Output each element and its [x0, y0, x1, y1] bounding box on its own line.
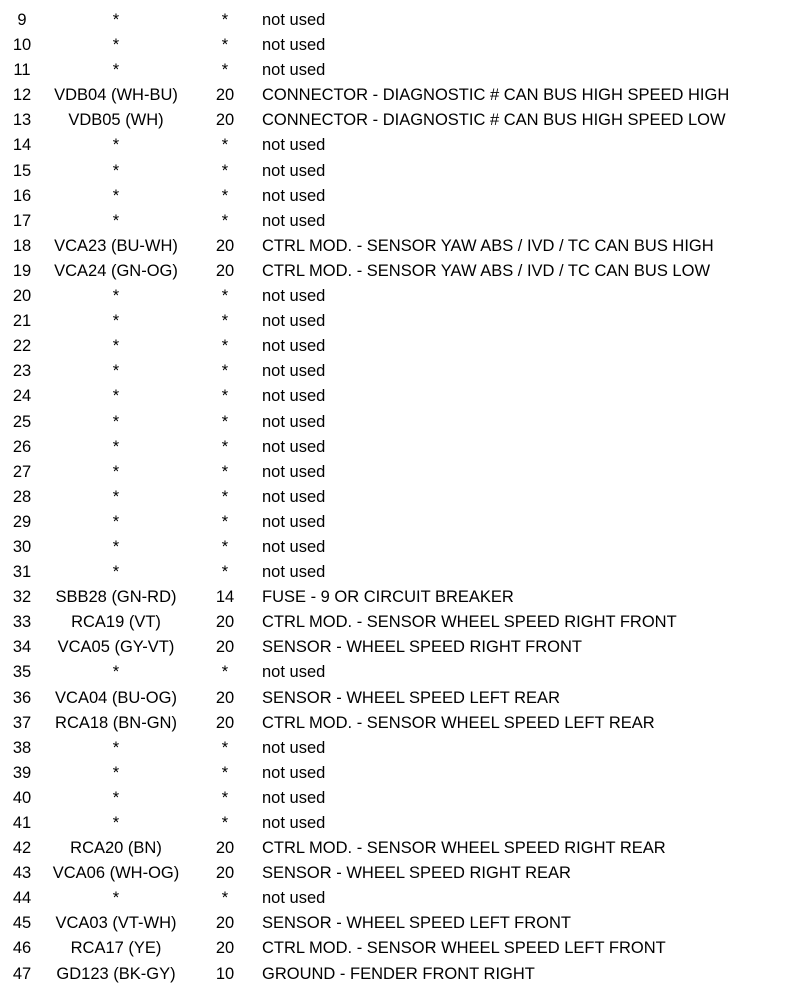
- circuit-code: RCA19 (VT): [71, 613, 161, 632]
- table-row: [0, 811, 794, 836]
- table-row: [0, 635, 794, 660]
- wire-gauge: 20: [215, 839, 235, 858]
- circuit-code: SBB28 (GN-RD): [55, 588, 177, 607]
- table-row: [0, 209, 794, 234]
- pin-number: 22: [12, 337, 32, 356]
- circuit-function: CTRL MOD. - SENSOR YAW ABS / IVD / TC CAN BUS HIGH: [262, 236, 714, 255]
- pin-number: 31: [12, 563, 32, 582]
- wire-gauge: *: [221, 487, 229, 506]
- pin-number: 26: [12, 437, 32, 456]
- circuit-function: CTRL MOD. - SENSOR WHEEL SPEED RIGHT REAR: [262, 839, 666, 858]
- wire-gauge: 14: [215, 588, 235, 607]
- wire-gauge: 20: [215, 613, 235, 632]
- table-row: [0, 585, 794, 610]
- wire-gauge: *: [221, 462, 229, 481]
- circuit-function: GROUND - FENDER FRONT RIGHT: [262, 964, 535, 983]
- pin-number: 9: [17, 11, 27, 29]
- pin-number: 32: [12, 588, 32, 607]
- circuit-code: VCA23 (BU-WH): [54, 236, 178, 255]
- table-row: [0, 485, 794, 510]
- circuit-code: *: [112, 387, 120, 406]
- circuit-function: not used: [262, 161, 326, 180]
- circuit-function: CTRL MOD. - SENSOR WHEEL SPEED RIGHT FRONT: [262, 613, 677, 632]
- table-row: [0, 711, 794, 736]
- wire-gauge: *: [221, 814, 229, 832]
- table-row: [0, 133, 794, 158]
- circuit-function: CONNECTOR - DIAGNOSTIC # CAN BUS HIGH SPEED HIGH: [262, 86, 730, 105]
- wire-gauge: 20: [215, 939, 235, 958]
- wire-gauge: 20: [215, 86, 235, 105]
- wire-gauge: *: [221, 788, 229, 807]
- wire-gauge: *: [221, 186, 229, 205]
- circuit-code: VCA24 (GN-OG): [54, 261, 178, 280]
- table-row: [0, 410, 794, 435]
- circuit-code: *: [112, 462, 120, 481]
- pin-number: 20: [12, 287, 32, 306]
- wire-gauge: *: [221, 437, 229, 456]
- circuit-code: *: [112, 337, 120, 356]
- circuit-code: RCA20 (BN): [70, 839, 162, 858]
- wire-gauge: *: [221, 563, 229, 582]
- wire-gauge: *: [221, 312, 229, 331]
- pin-number: 38: [12, 738, 32, 757]
- circuit-function: not used: [262, 788, 326, 807]
- pin-number: 12: [12, 86, 32, 105]
- circuit-function: not used: [262, 211, 326, 230]
- table-row: [0, 610, 794, 635]
- circuit-function: not used: [262, 11, 326, 29]
- pin-number: 40: [12, 788, 32, 807]
- table-row: [0, 33, 794, 58]
- circuit-function: CONNECTOR - DIAGNOSTIC # CAN BUS HIGH SPEED LOW: [262, 111, 726, 130]
- table-row: [0, 560, 794, 585]
- circuit-code: RCA17 (YE): [70, 939, 162, 958]
- table-row: [0, 234, 794, 259]
- circuit-function: not used: [262, 36, 326, 55]
- pin-number: 43: [12, 864, 32, 883]
- pin-number: 10: [12, 36, 32, 55]
- wire-gauge: 20: [215, 261, 235, 280]
- pin-number: 37: [12, 713, 32, 732]
- table-row: [0, 334, 794, 359]
- pin-number: 19: [12, 261, 32, 280]
- circuit-code: *: [112, 738, 120, 757]
- circuit-function: CTRL MOD. - SENSOR YAW ABS / IVD / TC CAN BUS LOW: [262, 261, 711, 280]
- wire-gauge: *: [221, 512, 229, 531]
- table-row: [0, 435, 794, 460]
- pin-number: 14: [12, 136, 32, 155]
- circuit-function: not used: [262, 412, 326, 431]
- circuit-code: *: [112, 136, 120, 155]
- table-row: [0, 535, 794, 560]
- connector-pin-table: [0, 8, 794, 987]
- circuit-code: *: [112, 312, 120, 331]
- circuit-function: CTRL MOD. - SENSOR WHEEL SPEED LEFT FRONT: [262, 939, 666, 958]
- wire-gauge: *: [221, 287, 229, 306]
- circuit-code: VCA06 (WH-OG): [52, 864, 180, 883]
- table-row: [0, 359, 794, 384]
- pin-number: 21: [12, 312, 32, 331]
- wire-gauge: 20: [215, 864, 235, 883]
- pin-number: 42: [12, 839, 32, 858]
- circuit-function: not used: [262, 738, 326, 757]
- circuit-code: VDB04 (WH-BU): [54, 86, 178, 105]
- circuit-code: VCA05 (GY-VT): [57, 638, 175, 657]
- circuit-function: not used: [262, 814, 326, 832]
- pin-number: 45: [12, 914, 32, 933]
- table-row: [0, 58, 794, 83]
- wire-gauge: *: [221, 738, 229, 757]
- pin-number: 41: [12, 814, 32, 832]
- wire-gauge: *: [221, 11, 229, 29]
- circuit-code: GD123 (BK-GY): [56, 964, 176, 983]
- circuit-function: SENSOR - WHEEL SPEED LEFT FRONT: [262, 914, 571, 933]
- circuit-code: *: [112, 663, 120, 682]
- table-row: [0, 886, 794, 911]
- circuit-function: not used: [262, 186, 326, 205]
- circuit-function: not used: [262, 437, 326, 456]
- table-row: [0, 259, 794, 284]
- table-row: [0, 736, 794, 761]
- circuit-code: *: [112, 788, 120, 807]
- wire-gauge: *: [221, 387, 229, 406]
- wire-gauge: *: [221, 161, 229, 180]
- circuit-function: not used: [262, 362, 326, 381]
- circuit-function: SENSOR - WHEEL SPEED RIGHT REAR: [262, 864, 571, 883]
- table-row: [0, 962, 794, 987]
- circuit-function: not used: [262, 563, 326, 582]
- wire-gauge: *: [221, 211, 229, 230]
- pin-number: 23: [12, 362, 32, 381]
- table-row: [0, 460, 794, 485]
- wire-gauge: *: [221, 337, 229, 356]
- circuit-code: VCA03 (VT-WH): [55, 914, 177, 933]
- circuit-code: *: [112, 36, 120, 55]
- circuit-code: *: [112, 362, 120, 381]
- circuit-function: not used: [262, 763, 326, 782]
- pin-number: 46: [12, 939, 32, 958]
- pin-number: 18: [12, 236, 32, 255]
- pin-number: 11: [13, 61, 31, 80]
- wire-gauge: 20: [215, 688, 235, 707]
- pin-number: 27: [12, 462, 32, 481]
- circuit-function: not used: [262, 312, 326, 331]
- wire-gauge: *: [221, 362, 229, 381]
- wire-gauge: 20: [215, 111, 235, 130]
- pin-number: 25: [12, 412, 32, 431]
- circuit-code: VCA04 (BU-OG): [55, 688, 177, 707]
- pin-number: 33: [12, 613, 32, 632]
- table-row: [0, 159, 794, 184]
- pin-number: 35: [12, 663, 32, 682]
- circuit-code: *: [112, 437, 120, 456]
- pin-number: 28: [12, 487, 32, 506]
- circuit-code: *: [112, 161, 120, 180]
- circuit-function: not used: [262, 387, 326, 406]
- pin-number: 44: [12, 889, 32, 908]
- pin-number: 16: [12, 186, 32, 205]
- table-row: [0, 510, 794, 535]
- circuit-code: *: [112, 287, 120, 306]
- table-row: [0, 911, 794, 936]
- circuit-function: SENSOR - WHEEL SPEED LEFT REAR: [262, 688, 560, 707]
- pin-number: 13: [12, 111, 32, 130]
- circuit-function: not used: [262, 663, 326, 682]
- circuit-function: not used: [262, 537, 326, 556]
- circuit-code: *: [112, 512, 120, 531]
- table-row: [0, 309, 794, 334]
- pin-number: 30: [12, 537, 32, 556]
- circuit-code: *: [112, 537, 120, 556]
- wire-gauge: 20: [215, 713, 235, 732]
- circuit-code: VDB05 (WH): [68, 111, 164, 130]
- table-row: [0, 8, 794, 33]
- table-row: [0, 836, 794, 861]
- circuit-code: *: [112, 186, 120, 205]
- circuit-function: CTRL MOD. - SENSOR WHEEL SPEED LEFT REAR: [262, 713, 655, 732]
- table-row: [0, 861, 794, 886]
- circuit-function: FUSE - 9 OR CIRCUIT BREAKER: [262, 588, 514, 607]
- wire-gauge: *: [221, 889, 229, 908]
- pin-number: 47: [12, 964, 32, 983]
- wire-gauge: *: [221, 412, 229, 431]
- circuit-code: *: [112, 889, 120, 908]
- circuit-code: *: [112, 412, 120, 431]
- wire-gauge: *: [221, 61, 229, 80]
- wire-gauge: *: [221, 136, 229, 155]
- table-row: [0, 936, 794, 961]
- pin-number: 34: [12, 638, 32, 657]
- circuit-function: not used: [262, 337, 326, 356]
- pin-number: 29: [12, 512, 32, 531]
- circuit-code: *: [112, 211, 120, 230]
- circuit-code: *: [112, 487, 120, 506]
- table-row: [0, 686, 794, 711]
- circuit-code: *: [112, 763, 120, 782]
- circuit-function: not used: [262, 462, 326, 481]
- table-row: [0, 184, 794, 209]
- table-row: [0, 660, 794, 685]
- wire-gauge: *: [221, 663, 229, 682]
- circuit-function: not used: [262, 512, 326, 531]
- pin-number: 17: [12, 211, 32, 230]
- wire-gauge: *: [221, 763, 229, 782]
- table-row: [0, 108, 794, 133]
- circuit-function: SENSOR - WHEEL SPEED RIGHT FRONT: [262, 638, 582, 657]
- table-row: [0, 83, 794, 108]
- table-row: [0, 284, 794, 309]
- pin-number: 15: [12, 161, 32, 180]
- circuit-code: *: [112, 814, 120, 832]
- circuit-code: RCA18 (BN-GN): [55, 713, 177, 732]
- circuit-function: not used: [262, 487, 326, 506]
- circuit-function: not used: [262, 287, 326, 306]
- pin-number: 39: [12, 763, 32, 782]
- wire-gauge: 20: [215, 914, 235, 933]
- circuit-code: *: [112, 61, 120, 80]
- circuit-function: not used: [262, 61, 326, 80]
- pin-number: 36: [12, 688, 32, 707]
- wire-gauge: 20: [215, 236, 235, 255]
- table-row: [0, 786, 794, 811]
- circuit-function: not used: [262, 889, 326, 908]
- table-row: [0, 761, 794, 786]
- circuit-code: *: [112, 11, 120, 29]
- table-row: [0, 384, 794, 409]
- pin-number: 24: [12, 387, 32, 406]
- wire-gauge: *: [221, 537, 229, 556]
- circuit-function: not used: [262, 136, 326, 155]
- wire-gauge: *: [221, 36, 229, 55]
- wire-gauge: 20: [215, 638, 235, 657]
- wire-gauge: 10: [215, 964, 235, 983]
- circuit-code: *: [112, 563, 120, 582]
